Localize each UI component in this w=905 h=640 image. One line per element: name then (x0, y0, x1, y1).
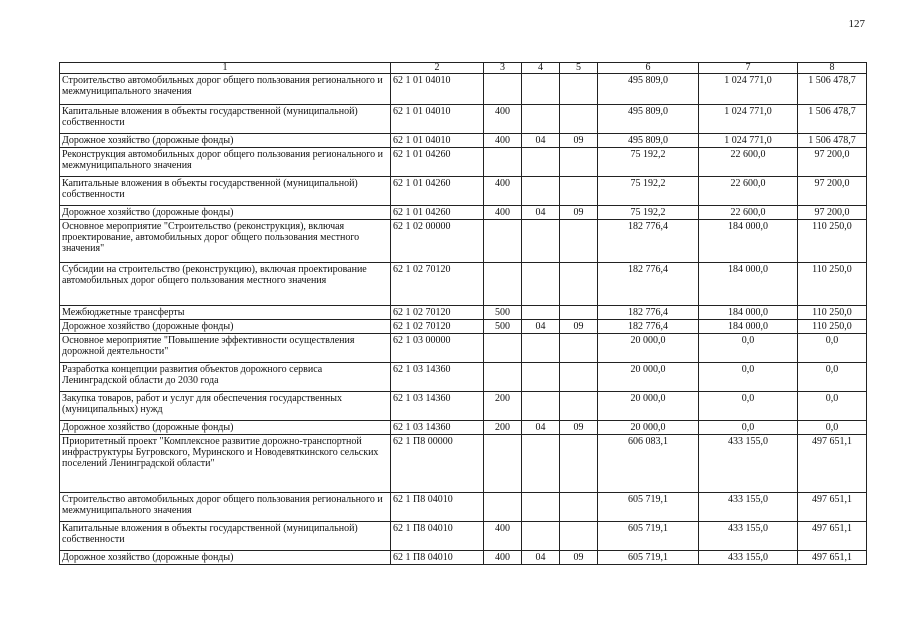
row-name: Капитальные вложения в объекты государственной (муниципальной) собственности (60, 522, 391, 551)
header-cell: 8 (798, 63, 867, 74)
row-name: Дорожное хозяйство (дорожные фонды) (60, 206, 391, 220)
table-row (60, 334, 867, 363)
expense-type: 500 (484, 320, 522, 334)
table-row (60, 177, 867, 206)
table-row (60, 74, 867, 105)
row-name: Дорожное хозяйство (дорожные фонды) (60, 551, 391, 565)
section (522, 148, 560, 177)
row-name: Разработка концепции развития объектов дорожного сервиса Ленинградской области до 2030 года (60, 363, 391, 392)
amount-year-2: 0,0 (699, 421, 798, 435)
header-cell: 7 (699, 63, 798, 74)
section (522, 263, 560, 306)
header-row (60, 63, 867, 74)
section: 04 (522, 134, 560, 148)
amount-year-2: 184 000,0 (699, 306, 798, 320)
amount-year-1: 182 776,4 (598, 320, 699, 334)
expense-type (484, 220, 522, 263)
expense-type (484, 334, 522, 363)
section (522, 522, 560, 551)
target-article-code: 62 1 02 00000 (391, 220, 484, 263)
table-row (60, 551, 867, 565)
subsection (560, 493, 598, 522)
amount-year-1: 75 192,2 (598, 177, 699, 206)
row-name: Дорожное хозяйство (дорожные фонды) (60, 134, 391, 148)
amount-year-3: 497 651,1 (798, 493, 867, 522)
amount-year-1: 20 000,0 (598, 363, 699, 392)
amount-year-3: 497 651,1 (798, 551, 867, 565)
target-article-code: 62 1 02 70120 (391, 263, 484, 306)
subsection: 09 (560, 206, 598, 220)
subsection (560, 263, 598, 306)
amount-year-2: 0,0 (699, 334, 798, 363)
amount-year-3: 0,0 (798, 334, 867, 363)
row-name: Строительство автомобильных дорог общего пользования регионального и межмуниципального значения (60, 493, 391, 522)
row-name: Реконструкция автомобильных дорог общего пользования регионального и межмуниципального значения (60, 148, 391, 177)
table-row (60, 392, 867, 421)
row-name: Капитальные вложения в объекты государственной (муниципальной) собственности (60, 105, 391, 134)
amount-year-3: 97 200,0 (798, 148, 867, 177)
section (522, 493, 560, 522)
target-article-code: 62 1 02 70120 (391, 320, 484, 334)
amount-year-1: 605 719,1 (598, 493, 699, 522)
target-article-code: 62 1 03 14360 (391, 421, 484, 435)
table-row (60, 263, 867, 306)
target-article-code: 62 1 03 14360 (391, 392, 484, 421)
amount-year-3: 110 250,0 (798, 306, 867, 320)
expense-type: 200 (484, 392, 522, 421)
page-number: 127 (848, 18, 865, 30)
subsection (560, 148, 598, 177)
amount-year-3: 110 250,0 (798, 320, 867, 334)
target-article-code: 62 1 01 04010 (391, 105, 484, 134)
expense-type (484, 148, 522, 177)
header-cell: 5 (560, 63, 598, 74)
amount-year-3: 110 250,0 (798, 220, 867, 263)
expense-type: 200 (484, 421, 522, 435)
subsection: 09 (560, 320, 598, 334)
expense-type: 400 (484, 134, 522, 148)
header-cell: 1 (60, 63, 391, 74)
table-body (60, 74, 867, 565)
amount-year-2: 433 155,0 (699, 493, 798, 522)
amount-year-2: 1 024 771,0 (699, 105, 798, 134)
target-article-code: 62 1 03 14360 (391, 363, 484, 392)
row-name: Основное мероприятие "Повышение эффективности осуществления дорожной деятельности" (60, 334, 391, 363)
amount-year-1: 495 809,0 (598, 74, 699, 105)
expense-type: 400 (484, 551, 522, 565)
section: 04 (522, 206, 560, 220)
table-row (60, 206, 867, 220)
section (522, 220, 560, 263)
target-article-code: 62 1 П8 04010 (391, 551, 484, 565)
amount-year-1: 75 192,2 (598, 148, 699, 177)
target-article-code: 62 1 01 04260 (391, 148, 484, 177)
subsection (560, 522, 598, 551)
amount-year-1: 182 776,4 (598, 220, 699, 263)
header-cell: 3 (484, 63, 522, 74)
table-row (60, 320, 867, 334)
row-name: Строительство автомобильных дорог общего пользования регионального и межмуниципального значения (60, 74, 391, 105)
expense-type: 400 (484, 522, 522, 551)
table-row (60, 134, 867, 148)
row-name: Дорожное хозяйство (дорожные фонды) (60, 320, 391, 334)
header-cell: 6 (598, 63, 699, 74)
expense-type: 400 (484, 177, 522, 206)
expense-type (484, 435, 522, 493)
table-row (60, 105, 867, 134)
amount-year-3: 97 200,0 (798, 206, 867, 220)
section (522, 334, 560, 363)
section (522, 105, 560, 134)
section: 04 (522, 551, 560, 565)
amount-year-2: 0,0 (699, 363, 798, 392)
target-article-code: 62 1 П8 04010 (391, 522, 484, 551)
subsection (560, 74, 598, 105)
table-row (60, 306, 867, 320)
section (522, 177, 560, 206)
target-article-code: 62 1 П8 00000 (391, 435, 484, 493)
subsection (560, 435, 598, 493)
subsection (560, 392, 598, 421)
amount-year-1: 605 719,1 (598, 551, 699, 565)
section (522, 363, 560, 392)
amount-year-2: 22 600,0 (699, 148, 798, 177)
amount-year-2: 184 000,0 (699, 263, 798, 306)
section: 04 (522, 320, 560, 334)
amount-year-2: 22 600,0 (699, 177, 798, 206)
row-name: Закупка товаров, работ и услуг для обеспечения государственных (муниципальных) нужд (60, 392, 391, 421)
amount-year-2: 184 000,0 (699, 320, 798, 334)
amount-year-3: 97 200,0 (798, 177, 867, 206)
section: 04 (522, 421, 560, 435)
row-name: Приоритетный проект "Комплексное развитие дорожно-транспортной инфраструктуры Бугровского, Муринского и Новодевяткинского сельских поселений Ленинградской области" (60, 435, 391, 493)
expense-type (484, 74, 522, 105)
subsection (560, 306, 598, 320)
expense-type (484, 363, 522, 392)
table-row (60, 363, 867, 392)
table-row (60, 421, 867, 435)
row-name: Капитальные вложения в объекты государственной (муниципальной) собственности (60, 177, 391, 206)
target-article-code: 62 1 01 04260 (391, 177, 484, 206)
table-row (60, 148, 867, 177)
expense-type (484, 493, 522, 522)
amount-year-1: 495 809,0 (598, 134, 699, 148)
amount-year-3: 0,0 (798, 392, 867, 421)
table-row (60, 435, 867, 493)
subsection (560, 105, 598, 134)
amount-year-1: 495 809,0 (598, 105, 699, 134)
amount-year-3: 1 506 478,7 (798, 105, 867, 134)
amount-year-2: 1 024 771,0 (699, 134, 798, 148)
amount-year-2: 1 024 771,0 (699, 74, 798, 105)
target-article-code: 62 1 01 04010 (391, 134, 484, 148)
section (522, 74, 560, 105)
amount-year-2: 433 155,0 (699, 522, 798, 551)
expense-type: 400 (484, 105, 522, 134)
row-name: Субсидии на строительство (реконструкцию), включая проектирование автомобильных дорог общего пользования местного значения (60, 263, 391, 306)
amount-year-3: 110 250,0 (798, 263, 867, 306)
amount-year-3: 0,0 (798, 363, 867, 392)
amount-year-1: 20 000,0 (598, 334, 699, 363)
budget-table (59, 62, 867, 565)
header-cell: 4 (522, 63, 560, 74)
amount-year-1: 75 192,2 (598, 206, 699, 220)
target-article-code: 62 1 02 70120 (391, 306, 484, 320)
section (522, 392, 560, 421)
header-cell: 2 (391, 63, 484, 74)
amount-year-3: 497 651,1 (798, 522, 867, 551)
target-article-code: 62 1 03 00000 (391, 334, 484, 363)
row-name: Дорожное хозяйство (дорожные фонды) (60, 421, 391, 435)
amount-year-2: 0,0 (699, 392, 798, 421)
section (522, 435, 560, 493)
target-article-code: 62 1 П8 04010 (391, 493, 484, 522)
amount-year-2: 433 155,0 (699, 435, 798, 493)
subsection (560, 334, 598, 363)
amount-year-3: 0,0 (798, 421, 867, 435)
subsection (560, 220, 598, 263)
table-row (60, 522, 867, 551)
amount-year-2: 22 600,0 (699, 206, 798, 220)
table-row (60, 493, 867, 522)
section (522, 306, 560, 320)
amount-year-1: 20 000,0 (598, 421, 699, 435)
subsection: 09 (560, 134, 598, 148)
amount-year-3: 1 506 478,7 (798, 74, 867, 105)
row-name: Межбюджетные трансферты (60, 306, 391, 320)
amount-year-3: 1 506 478,7 (798, 134, 867, 148)
amount-year-1: 606 083,1 (598, 435, 699, 493)
expense-type: 500 (484, 306, 522, 320)
amount-year-3: 497 651,1 (798, 435, 867, 493)
subsection (560, 177, 598, 206)
expense-type (484, 263, 522, 306)
expense-type: 400 (484, 206, 522, 220)
amount-year-1: 182 776,4 (598, 306, 699, 320)
subsection: 09 (560, 421, 598, 435)
subsection: 09 (560, 551, 598, 565)
target-article-code: 62 1 01 04260 (391, 206, 484, 220)
amount-year-2: 184 000,0 (699, 220, 798, 263)
amount-year-1: 605 719,1 (598, 522, 699, 551)
table-row (60, 220, 867, 263)
amount-year-1: 20 000,0 (598, 392, 699, 421)
subsection (560, 363, 598, 392)
amount-year-2: 433 155,0 (699, 551, 798, 565)
target-article-code: 62 1 01 04010 (391, 74, 484, 105)
amount-year-1: 182 776,4 (598, 263, 699, 306)
row-name: Основное мероприятие "Строительство (реконструкция), включая проектирование, автомобильных дорог общего пользования местного значения" (60, 220, 391, 263)
